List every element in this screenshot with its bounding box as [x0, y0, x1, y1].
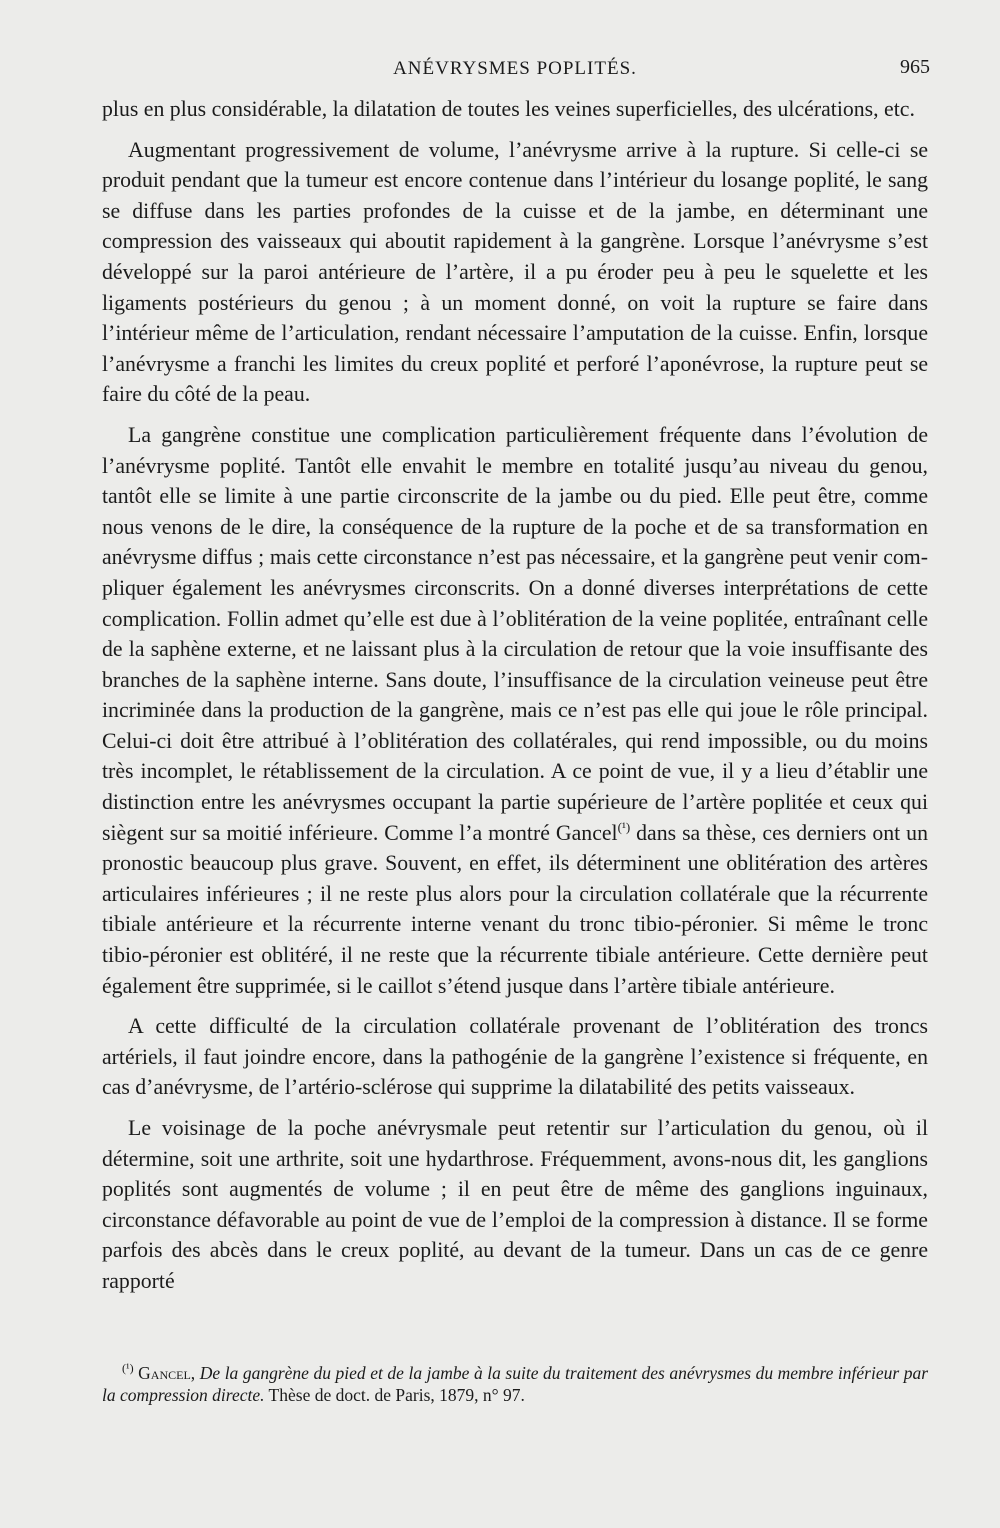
- footnote-source: Thèse de doct. de Paris, 1879, n° 97.: [264, 1385, 525, 1405]
- paragraph: [102, 420, 928, 1001]
- running-title: ANÉVRYSMES POPLITÉS.: [393, 58, 637, 79]
- paragraph: plus en plus considérable, la dilatation de toutes les veines superficielles, des ulcérations, etc.: [102, 97, 915, 121]
- body-text: [102, 94, 928, 1307]
- running-head: [100, 56, 930, 84]
- paragraph: Augmentant progressivement de volume, l’anévrysme arrive à la rupture. Si celle-ci se produit pendant que la tumeur est encore contenue dans l’intérieur du losange poplité, le sang se diffuse dans les parties profondes de la cuisse et de la jambe, en déterminant une compression des vaisseaux qui aboutit rapidement à la gangrène. Lorsque l’anévrysme s’est développé sur la paroi antérieure de l’artère, il a pu éroder peu à peu le squelette et les ligaments postérieurs du genou ; à un moment donné, on voit la rupture se faire dans l’intérieur même de l’articulation, rendant nécessaire l’amputation de la cuisse. Enfin, lorsque l’anévrysme a franchi les limites du creux poplité et perforé l’aponévrose, la rupture peut se faire du côté de la peau.: [102, 137, 928, 407]
- footnote-mark: (¹): [122, 1361, 134, 1376]
- paragraph: Le voisinage de la poche anévrysmale peut retentir sur l’articulation du genou, où il détermine, soit une arthrite, soit une hydarthrose. Fréquemment, avons-nous dit, les ganglions poplités sont augmentés de volume ; il en peut être de même des ganglions inguinaux, circonstance défavorable au point de vue de l’emploi de la compression à distance. Il se forme parfois des abcès dans le creux poplité, au devant de la tumeur. Dans un cas de ce genre rapporté: [102, 1116, 928, 1293]
- page-number: 965: [900, 56, 930, 78]
- footnote-author: Gancel,: [138, 1363, 196, 1383]
- footnote-reference: (¹): [617, 819, 631, 835]
- paragraph-text: dans sa thèse, ces derniers ont un pronostic beaucoup plus grave. Souvent, en effet, ils déterminent une oblitération des artères articulaires inférieures ; il ne reste plus alors pour la circulation collatérale que la récurrente tibiale antérieure et la récurrente interne venant du tronc tibio-péronier. Si même le tronc tibio-péronier est oblitéré, il ne reste que la récurrente tibiale antérieure. Cette dernière peut également être supprimée, si le caillot s’étend jusque dans l’artère tibiale antérieure.: [102, 820, 928, 998]
- paragraph: A cette difficulté de la circulation collatérale provenant de l’oblitération des troncs artériels, il faut joindre encore, dans la pathogénie de la gangrène l’existence si fréquente, en cas d’anévrysme, de l’artério-sclérose qui supprime la dilatabilité des petits vaisseaux.: [102, 1014, 928, 1100]
- paragraph-text: La gangrène constitue une complication particulièrement fréquente dans l’évolution de l’anévrysme poplité. Tantôt elle envahit le membre en totalité jusqu’au niveau du genou, tantôt elle se limite à une partie circonscrite de la jambe ou du pied. Elle peut être, comme nous venons de le dire, la conséquence de la rupture de la poche et de sa transformation en anévrysme diffus ; mais cette circonstance n’est pas nécessaire, et la gangrène peut venir compliquer également les anévrysmes circonscrits. On a donné diverses interprétations de cette complication. Follin admet qu’elle est due à l’oblitération de la veine poplitée, entraînant celle de la saphène externe, et ne laissant plus à la circulation de retour que la voie insuffisante des branches de la saphène interne. Sans doute, l’insuffisance de la circulation veineuse peut être incriminée dans la production de la gangrène, mais ce n’est pas elle qui joue le rôle principal. Celui-ci doit être attribué à l’oblitération des collatérales, qui rend impossible, ou du moins très incomplet, le rétablissement de la circulation. A ce point de vue, il y a lieu d’établir une distinction entre les anévrysmes occupant la partie supérieure de l’artère poplitée et ceux qui siègent sur sa moitié inférieure. Comme l’a montré Gancel: [102, 422, 928, 845]
- footnote: [102, 1362, 928, 1406]
- footnote-title: De la gangrène du pied et de la jambe à la suite du traitement des anévrysmes du membre inférieur par la compression directe.: [102, 1363, 929, 1405]
